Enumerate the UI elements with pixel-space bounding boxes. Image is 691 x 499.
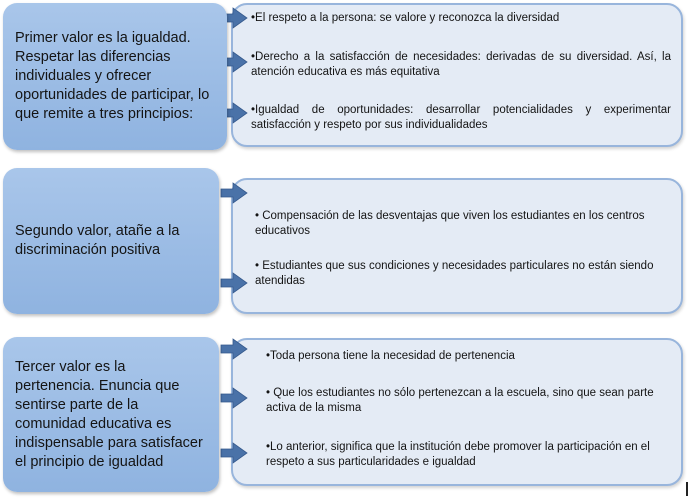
bullet-3-2: • Que los estudiantes no sólo pertenezcan a la escuela, sino que sean parte activa de la misma	[266, 387, 654, 414]
bullet-1-1: •El respeto a la persona: se valore y reconozca la diversidad	[251, 12, 560, 24]
value-2-text: Segundo valor, atañe a la discriminación positiva	[15, 223, 180, 258]
arrow-2b	[221, 273, 247, 293]
edge-mark	[686, 482, 688, 496]
value-1-text: Primer valor es la igualdad. Respetar las diferencias individuales y ofrecer oportunidades de participar, lo que remite a tres principios:	[15, 30, 210, 122]
value-box-1	[3, 3, 227, 150]
bullet-1-2: •Derecho a la satisfacción de necesidades: derivadas de su diversidad. Así, la atención educativa es más equitativa	[251, 51, 671, 78]
value-3-text: Tercer valor es la pertenencia. Enuncia que sentirse parte de la comunidad educativa es indispensable para satisfacer el principio de igualdad	[15, 358, 203, 470]
arrow-3a	[221, 339, 247, 359]
bullet-3-1: •Toda persona tiene la necesidad de pertenencia	[266, 350, 515, 362]
value-box-3	[3, 337, 219, 492]
bullet-2-2: • Estudiantes que sus condiciones y necesidades particulares no están siendo atendidas	[255, 260, 654, 287]
bullet-2-1: • Compensación de las desventajas que viven los estudiantes en los centros educativos	[255, 210, 645, 237]
arrow-3b	[221, 388, 247, 408]
bullet-3-3: •Lo anterior, significa que la institución debe promover la participación en el respeto a sus particularidades e igualdad	[266, 441, 650, 468]
value-box-2	[3, 168, 219, 314]
arrow-2a	[221, 183, 247, 203]
bullet-1-3: •Igualdad de oportunidades: desarrollar potencialidades y experimentar satisfacción y respeto por sus individualidades	[251, 104, 671, 131]
arrow-3c	[221, 443, 247, 463]
